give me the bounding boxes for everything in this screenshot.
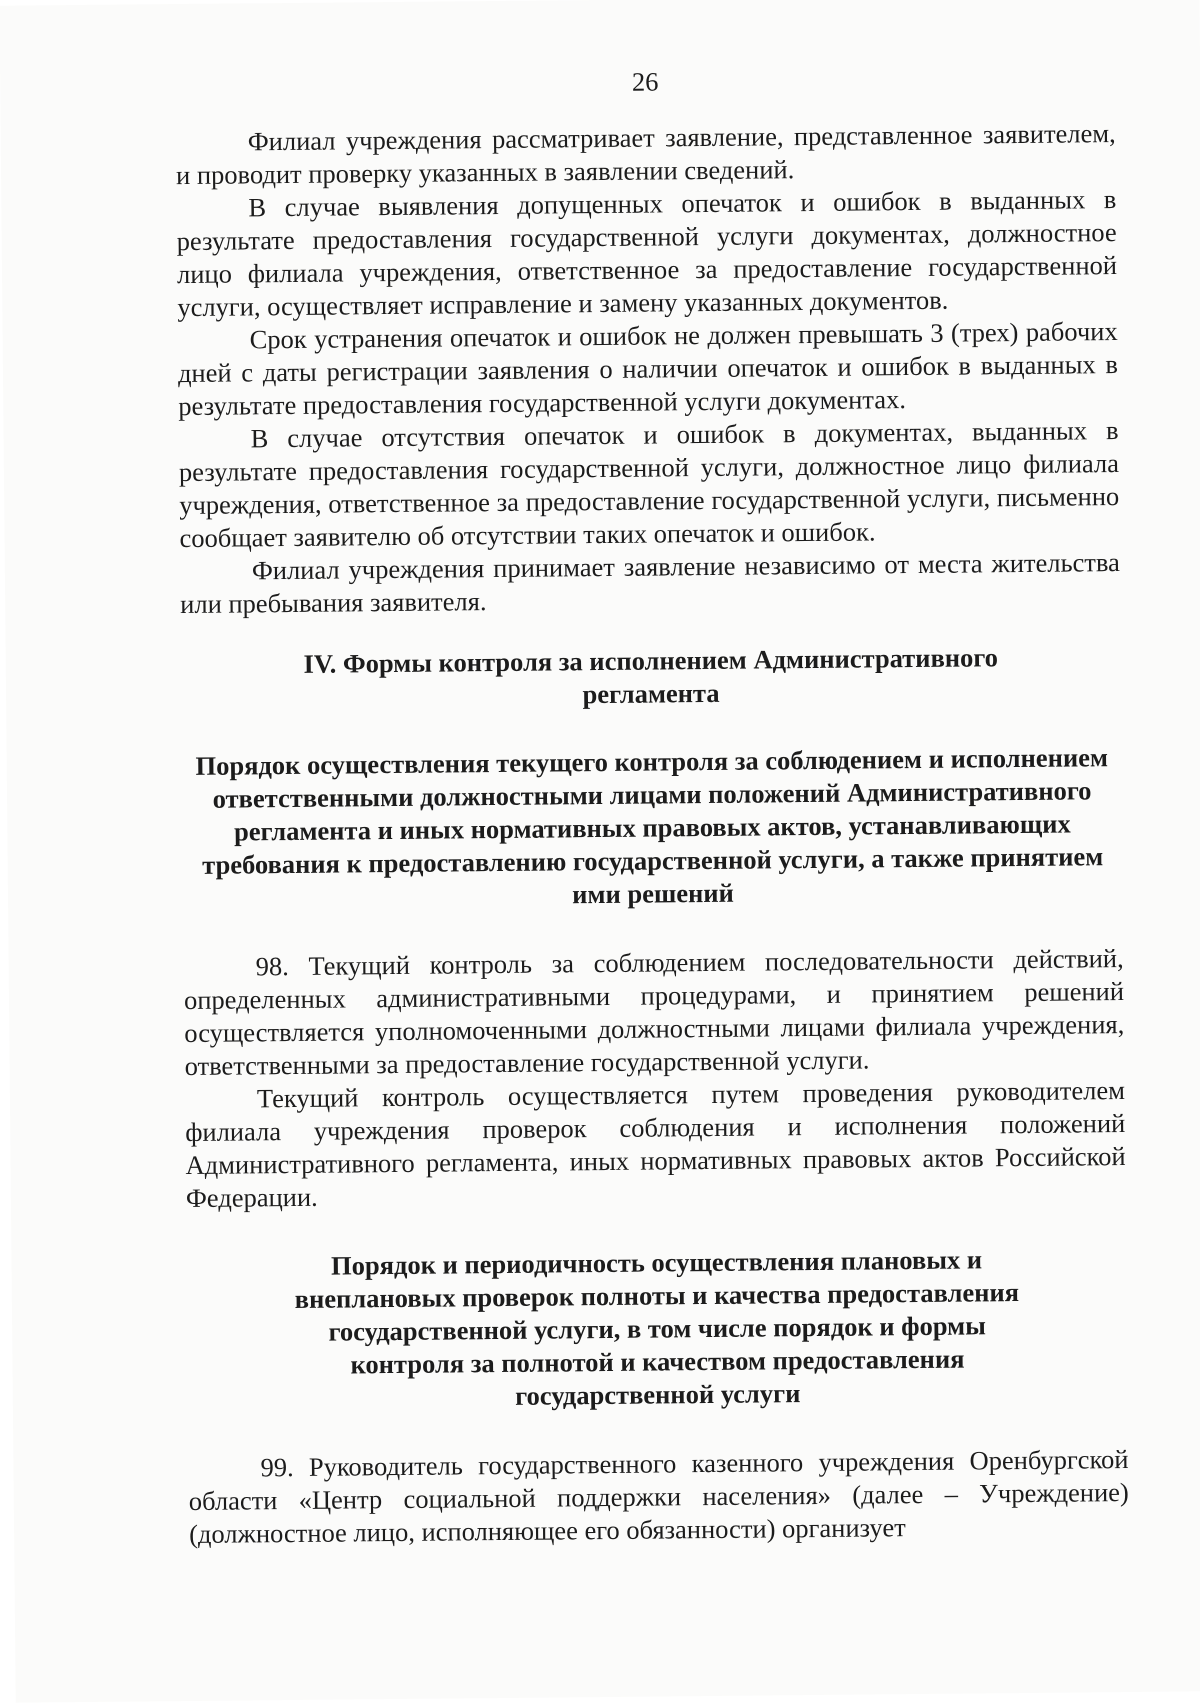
- paragraph: Срок устранения опечаток и ошибок не должен превышать 3 (трех) рабочих дней с даты регистрации заявления о наличии опечаток и ошибок в выданных в результате предоставления государственной услуги документах.: [177, 316, 1119, 422]
- document-body: [175, 61, 1129, 1551]
- paragraph: Филиал учреждения рассматривает заявление, представленное заявителем, и проводит проверку указанных в заявлении сведений.: [175, 118, 1116, 191]
- paragraph: В случае отсутствия опечаток и ошибок в документах, выданных в результате предоставления государственной услуги, должностное лицо филиала учреждения, ответственное за предоставление государственной услуги, письменно сообщает заявителю об отсутствии таких опечаток и ошибок.: [178, 415, 1120, 554]
- section-heading: IV. Формы контроля за исполнением Административного регламента: [303, 642, 999, 710]
- paragraph: В случае выявления допущенных опечаток и ошибок в выданных в результате предоставления государственной услуги документах, должностное лицо филиала учреждения, ответственное за предоставление государственной услуги, осуществляет исправление и замену указанных документов.: [176, 184, 1118, 323]
- paragraph: Филиал учреждения принимает заявление независимо от места жительства или пребывания заявителя.: [180, 547, 1120, 620]
- paragraph: 98. Текущий контроль за соблюдением последовательности действий, определенных административными процедурами, и принятием решений осуществляется уполномоченными должностными лицами филиала учреждения, ответственными за предоставление государственной услуги.: [183, 943, 1125, 1082]
- paragraph: 99. Руководитель государственного казенного учреждения Оренбургской области «Центр социальной поддержки населения» (далее – Учреждение) (должностное лицо, исполняющее его обязанности) организует: [188, 1443, 1129, 1550]
- paragraph: Текущий контроль осуществляется путем проведения руководителем филиала учреждения проверок соблюдения и исполнения положений Административного регламента, иных нормативных правовых актов Российской Федерации.: [185, 1075, 1126, 1214]
- subsection-heading: Порядок осуществления текущего контроля за соблюдением и исполнением ответственными должностными лицами положений Административного регламента и иных нормативных правовых актов, устанавливающих требования к предоставлению государственной услуги, а также принятием ими решений: [195, 742, 1109, 910]
- page-number: 26: [631, 66, 659, 97]
- subsection-heading: Порядок и периодичность осуществления плановых и внеплановых проверок полноты и качества предоставления государственной услуги, в том числе порядок и формы контроля за полнотой и качеством предоставления государственной услуги: [294, 1244, 1020, 1411]
